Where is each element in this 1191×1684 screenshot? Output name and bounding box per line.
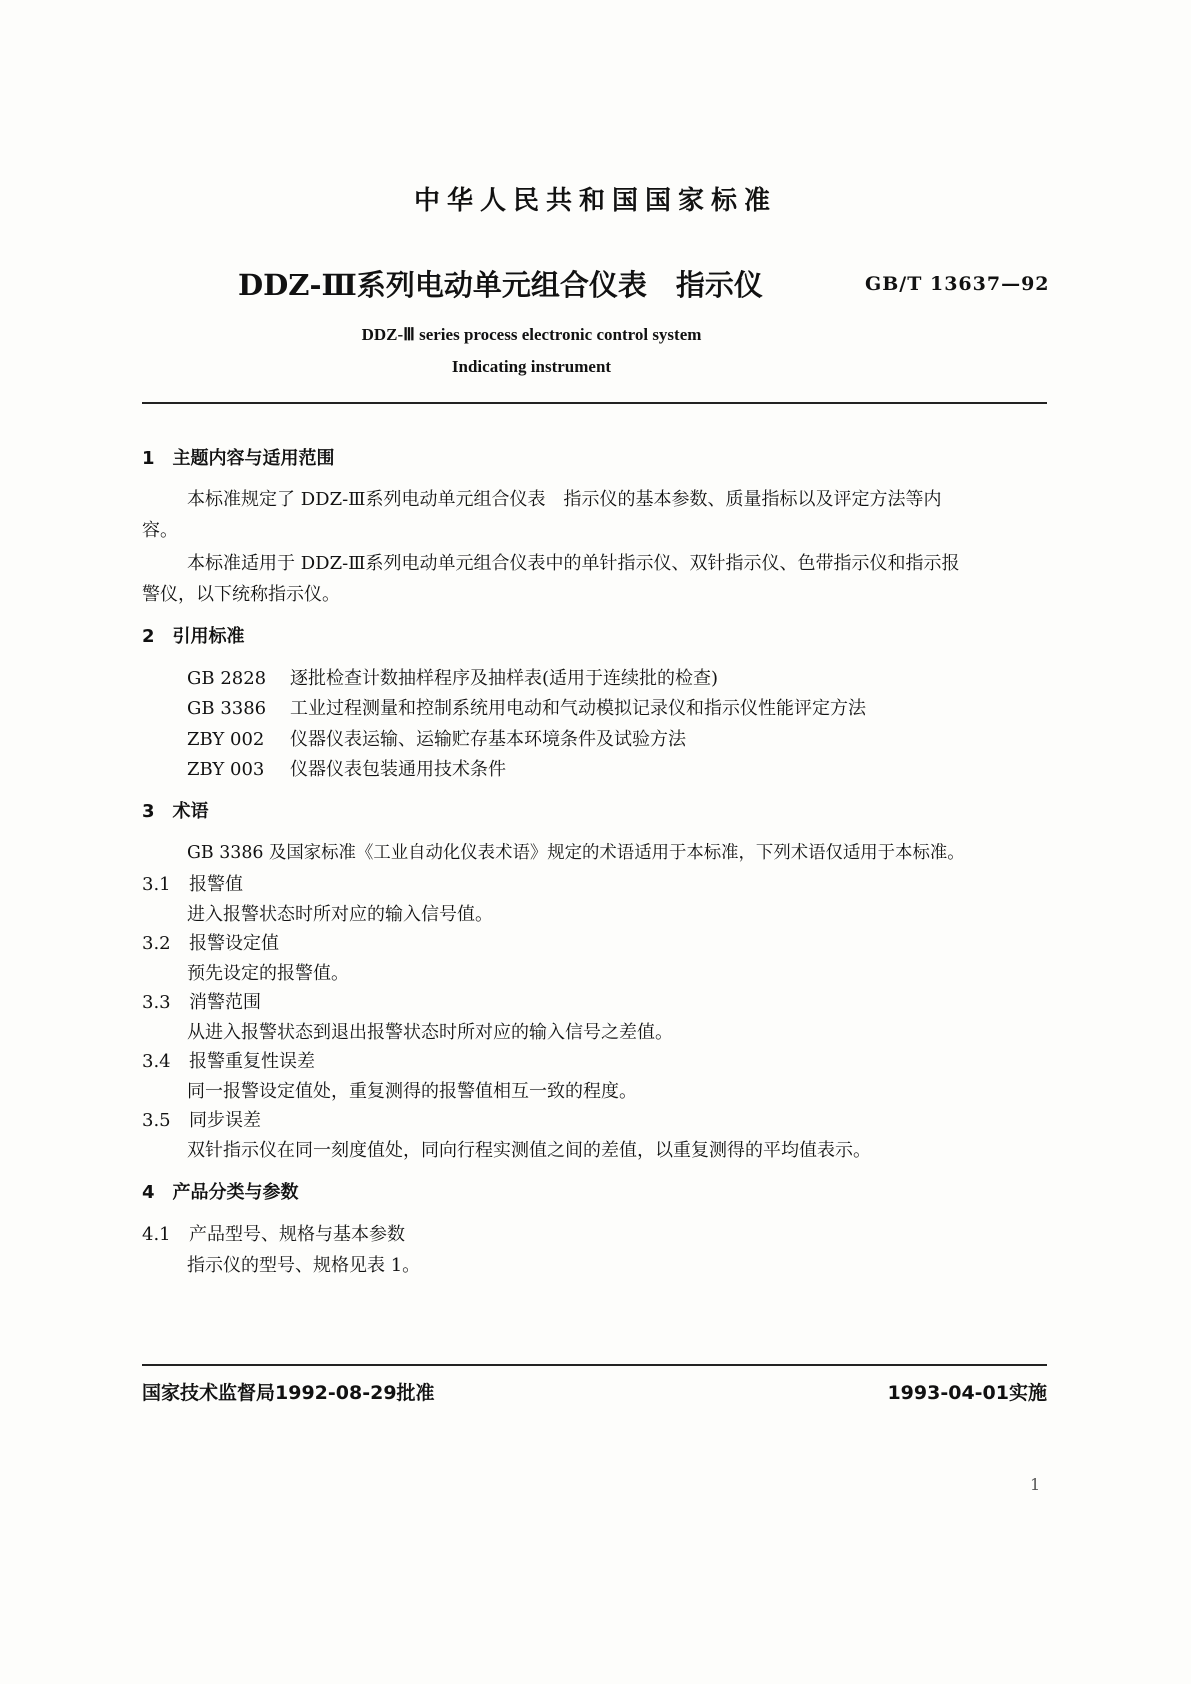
reference-code: ZBY 002 bbox=[187, 729, 265, 750]
section-4-heading: 4 产品分类与参数 bbox=[142, 1182, 299, 1203]
english-title-line2: Indicating instrument bbox=[451, 357, 612, 376]
term-number: 3.5 bbox=[142, 1110, 171, 1131]
reference-code: GB 3386 bbox=[187, 698, 267, 719]
reference-title: 仪器仪表运输、运输贮存基本环境条件及试验方法 bbox=[290, 729, 686, 750]
term-name: 报警设定值 bbox=[189, 933, 279, 954]
section-3-heading: 3 术语 bbox=[142, 801, 209, 822]
section-2-heading: 2 引用标准 bbox=[142, 626, 245, 647]
subsection-4-1-heading bbox=[142, 1220, 405, 1246]
reference-title: 逐批检查计数抽样程序及抽样表(适用于连续批的检查) bbox=[290, 668, 719, 689]
term-number: 3.3 bbox=[142, 992, 171, 1013]
reference-item bbox=[187, 694, 866, 720]
section-3-intro: GB 3386 及国家标准《工业自动化仪表术语》规定的术语适用于本标准，下列术语仅适用于本标准。 bbox=[187, 843, 965, 863]
term-number: 3.2 bbox=[142, 933, 171, 954]
term-heading bbox=[142, 1047, 315, 1073]
section-1-paragraph-2-line-2: 警仪，以下统称指示仪。 bbox=[142, 584, 340, 605]
footer-divider bbox=[142, 1364, 1047, 1366]
term-name: 同步误差 bbox=[189, 1110, 261, 1131]
subsection-4-1-text: 指示仪的型号、规格见表 1。 bbox=[187, 1255, 421, 1276]
section-1-paragraph-1-line-1: 本标准规定了 DDZ-Ⅲ系列电动单元组合仪表 指示仪的基本参数、质量指标以及评定方法等内 bbox=[187, 489, 942, 510]
reference-item bbox=[187, 725, 686, 751]
effective-date: 1993-04-01实施 bbox=[887, 1382, 1047, 1404]
term-name: 报警值 bbox=[189, 874, 243, 895]
reference-title: 仪器仪表包装通用技术条件 bbox=[290, 759, 506, 780]
term-name: 报警重复性误差 bbox=[189, 1051, 315, 1072]
term-heading bbox=[142, 870, 243, 896]
reference-code: ZBY 003 bbox=[187, 759, 265, 780]
term-name: 消警范围 bbox=[189, 992, 261, 1013]
reference-item bbox=[187, 755, 506, 781]
standard-number: GB/T 13637—92 bbox=[865, 273, 1050, 295]
term-definition: 双针指示仪在同一刻度值处，同向行程实测值之间的差值，以重复测得的平均值表示。 bbox=[187, 1140, 871, 1161]
subsection-number: 4.1 bbox=[142, 1224, 171, 1245]
document-title: DDZ-Ⅲ系列电动单元组合仪表 指示仪 bbox=[238, 268, 763, 302]
reference-code: GB 2828 bbox=[187, 668, 267, 689]
page-number: 1 bbox=[1030, 1475, 1041, 1494]
section-1-paragraph-1-line-2: 容。 bbox=[142, 520, 178, 541]
reference-item bbox=[187, 664, 718, 690]
term-definition: 从进入报警状态到退出报警状态时所对应的输入信号之差值。 bbox=[187, 1022, 673, 1043]
term-heading bbox=[142, 1106, 261, 1132]
national-standard-heading: 中华人民共和国国家标准 bbox=[413, 186, 777, 216]
section-1-heading: 1 主题内容与适用范围 bbox=[142, 448, 335, 469]
header-divider bbox=[142, 402, 1047, 404]
section-1-paragraph-2-line-1: 本标准适用于 DDZ-Ⅲ系列电动单元组合仪表中的单针指示仪、双针指示仪、色带指示仪和指示报 bbox=[187, 553, 960, 574]
reference-title: 工业过程测量和控制系统用电动和气动模拟记录仪和指示仪性能评定方法 bbox=[290, 698, 866, 719]
subsection-title: 产品型号、规格与基本参数 bbox=[189, 1224, 405, 1245]
term-definition: 进入报警状态时所对应的输入信号值。 bbox=[187, 904, 493, 925]
english-title-line1: DDZ-Ⅲ series process electronic control system bbox=[361, 325, 702, 344]
term-heading bbox=[142, 988, 261, 1014]
approval-date: 国家技术监督局1992-08-29批准 bbox=[142, 1382, 435, 1404]
term-definition: 预先设定的报警值。 bbox=[187, 963, 349, 984]
term-number: 3.1 bbox=[142, 874, 171, 895]
term-definition: 同一报警设定值处，重复测得的报警值相互一致的程度。 bbox=[187, 1081, 637, 1102]
term-heading bbox=[142, 929, 279, 955]
term-number: 3.4 bbox=[142, 1051, 171, 1072]
